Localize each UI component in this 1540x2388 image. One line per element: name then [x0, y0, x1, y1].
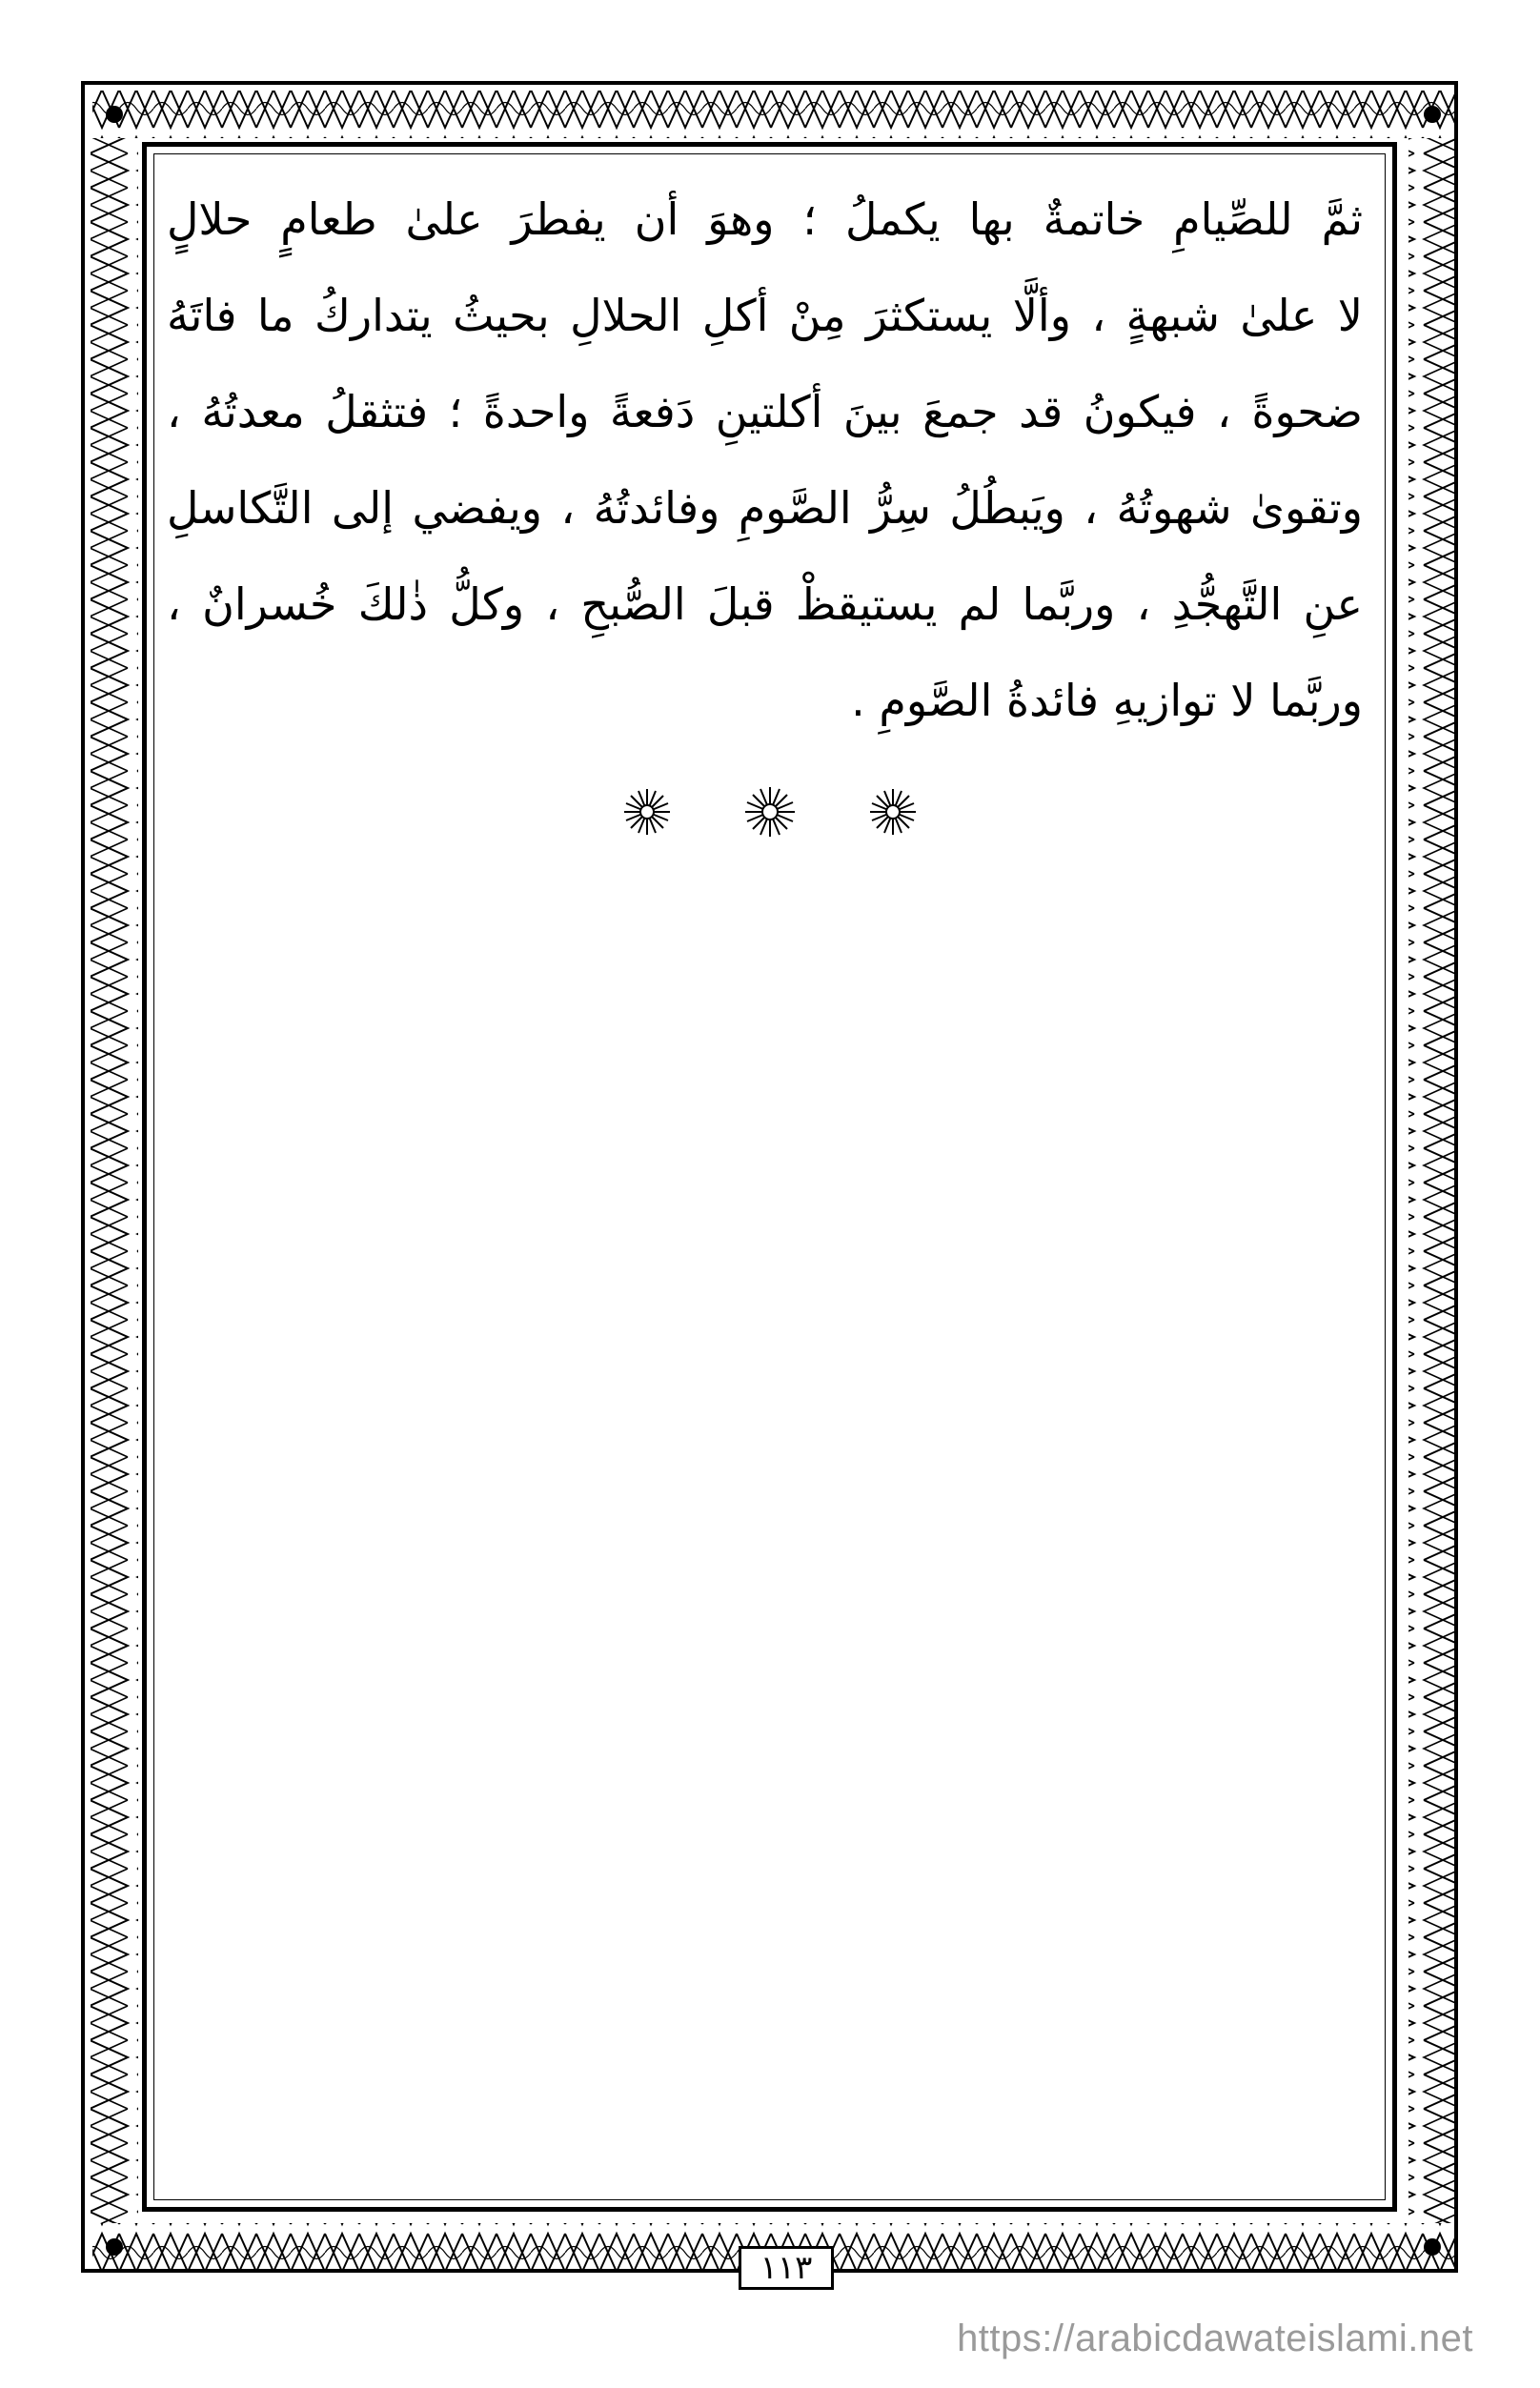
- watermark-url: https://arabicdawateislami.net: [957, 2317, 1473, 2359]
- text-line-3: ضحوةً ، فيكونُ قد جمعَ بينَ أكلتينِ دَفعةً واحدةً ؛ فتثقلُ معدتُهُ ،: [167, 386, 1363, 437]
- page-number: ١١٣: [739, 2246, 834, 2290]
- text-line-5: عنِ التَّهجُّدِ ، وربَّما لم يستيقظْ قبلَ الصُّبحِ ، وكلُّ ذٰلكَ خُسرانٌ ،: [167, 578, 1363, 630]
- sunburst-star-icon: [618, 783, 676, 840]
- sunburst-star-icon: [741, 783, 799, 840]
- text-line-2: لا علىٰ شبهةٍ ، وألَّا يستكثرَ مِنْ أكلِ الحلالِ بحيثُ يتداركُ ما فاتَهُ: [167, 290, 1363, 341]
- body-text: [167, 172, 1363, 749]
- text-line-1: ثمَّ للصِّيامِ خاتمةٌ بها يكملُ ؛ وهوَ أن يفطرَ علىٰ طعامٍ حلالٍ: [167, 193, 1363, 245]
- text-line-4: وتقوىٰ شهوتُهُ ، ويَبطُلُ سِرُّ الصَّومِ وفائدتُهُ ، ويفضي إلى التَّكاسلِ: [167, 482, 1363, 534]
- sunburst-star-icon: [864, 783, 922, 840]
- text-line-6: وربَّما لا توازيهِ فائدةُ الصَّومِ .: [851, 675, 1363, 726]
- section-divider: [0, 783, 1540, 840]
